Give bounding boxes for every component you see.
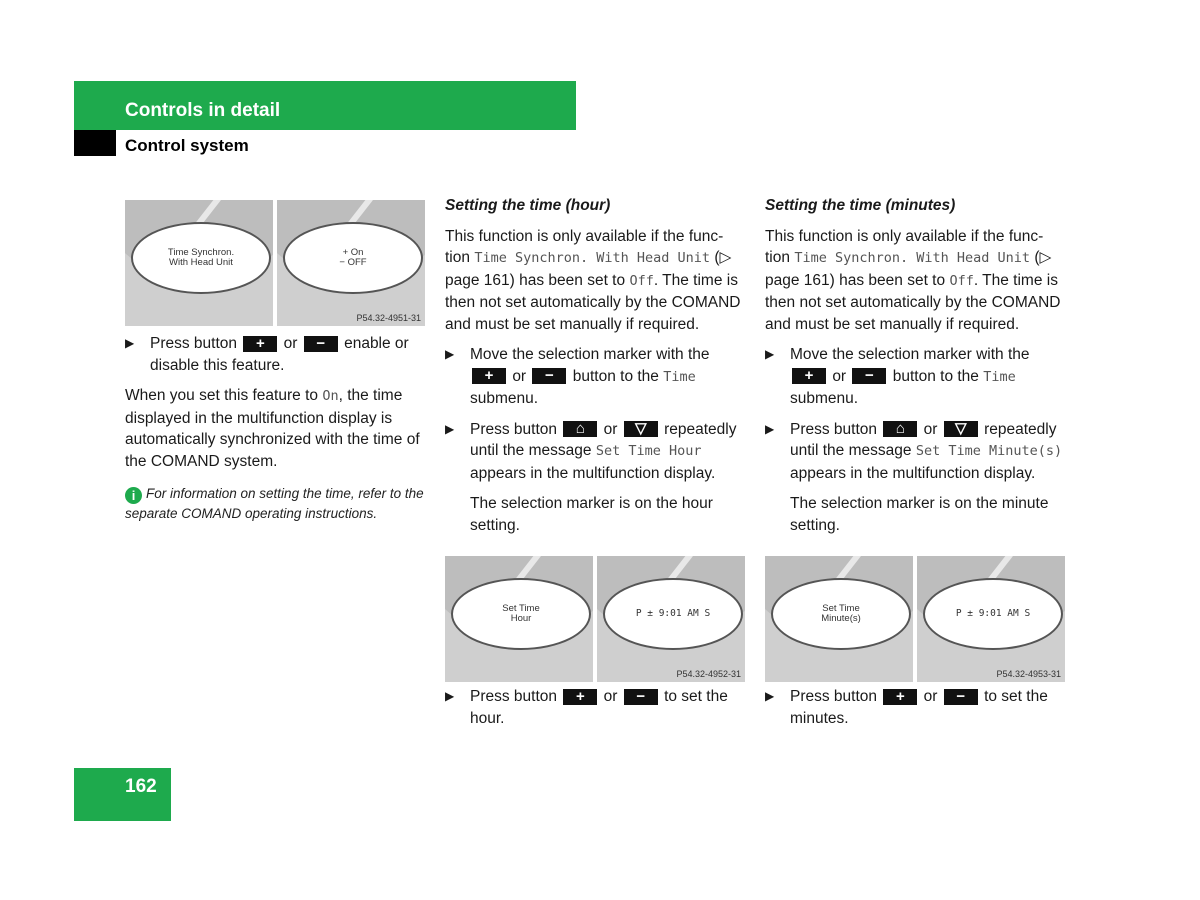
step-item: ▶ Press button ⌂ or ▽ repeatedly until the message Set Time Minute(s) appears in the multifunction display. (765, 420, 1063, 482)
up-button-icon: ⌂ (883, 421, 917, 437)
column-2-footer (445, 686, 745, 738)
plus-button-icon: + (243, 336, 277, 352)
down-button-icon: ▽ (944, 421, 978, 437)
bullet-arrow-icon: ▶ (765, 689, 775, 703)
step-item: ▶ Press button + or − enable or disable this feature. (125, 334, 409, 374)
step-item: ▶ Press button ⌂ or ▽ repeatedly until the message Set Time Hour appears in the multifunction display. (445, 420, 737, 482)
figure-set-time-hour (445, 556, 745, 682)
minus-button-icon: − (304, 336, 338, 352)
display-text: Set Time Minute(s) (771, 578, 911, 650)
minus-button-icon: − (624, 689, 658, 705)
section-title: Control system (125, 136, 249, 155)
display-panel-right (597, 556, 745, 682)
column-1 (125, 333, 425, 532)
display-panel-left (125, 200, 273, 326)
bullet-arrow-icon: ▶ (125, 336, 135, 350)
intro-paragraph: This function is only available if the func-tion Time Synchron. With Head Unit (▷ page 161) has been set to Off. The time is then not set automatically by the COMAND and must be set manually if required. (445, 227, 741, 333)
step-item: ▶ Move the selection marker with the + or − button to the Time submenu. (445, 346, 710, 407)
display-panel-left (445, 556, 593, 682)
display-panel-right (277, 200, 425, 326)
plus-button-icon: + (792, 368, 826, 384)
display-text: P ± 9:01 AM S (923, 578, 1063, 650)
down-button-icon: ▽ (624, 421, 658, 437)
page-number: 162 (125, 776, 157, 797)
subheading: Setting the time (hour) (445, 197, 611, 214)
column-3 (765, 195, 1065, 545)
display-text: + On − OFF (283, 222, 423, 294)
figure-time-synchron (125, 200, 425, 326)
display-text: P ± 9:01 AM S (603, 578, 743, 650)
minus-button-icon: − (944, 689, 978, 705)
bullet-arrow-icon: ▶ (765, 347, 775, 361)
figure-code: P54.32-4952-31 (676, 669, 741, 679)
step-item: ▶ Press button + or − to set the minutes. (765, 687, 1048, 727)
plus-button-icon: + (472, 368, 506, 384)
display-panel-left (765, 556, 913, 682)
plus-button-icon: + (563, 689, 597, 705)
info-note: i For information on setting the time, refer to the separate COMAND operating instructions. (125, 486, 424, 521)
intro-paragraph: This function is only available if the func-tion Time Synchron. With Head Unit (▷ page 161) has been set to Off. The time is then not set automatically by the COMAND and must be set manually if required. (765, 227, 1061, 333)
figure-set-time-minutes (765, 556, 1065, 682)
paragraph: When you set this feature to On, the time displayed in the multifunction display is automatically synchronized with the time of the COMAND system. (125, 387, 420, 470)
up-button-icon: ⌂ (563, 421, 597, 437)
minus-button-icon: − (852, 368, 886, 384)
info-icon: i (125, 487, 142, 504)
bullet-arrow-icon: ▶ (445, 421, 455, 436)
figure-code: P54.32-4951-31 (356, 313, 421, 323)
subheading: Setting the time (minutes) (765, 197, 956, 214)
display-text: Set Time Hour (451, 578, 591, 650)
chapter-title: Controls in detail (125, 100, 281, 121)
column-2 (445, 195, 745, 545)
bullet-arrow-icon: ▶ (445, 347, 455, 361)
step-item: ▶ Move the selection marker with the + or − button to the Time submenu. (765, 346, 1030, 407)
display-panel-right (917, 556, 1065, 682)
minus-button-icon: − (532, 368, 566, 384)
step-item: ▶ Press button + or − to set the hour. (445, 687, 728, 727)
section-marker (74, 130, 116, 156)
marker-note: The selection marker is on the minute setting. (790, 495, 1049, 534)
bullet-arrow-icon: ▶ (765, 421, 775, 436)
figure-code: P54.32-4953-31 (996, 669, 1061, 679)
plus-button-icon: + (883, 689, 917, 705)
display-text: Time Synchron. With Head Unit (131, 222, 271, 294)
bullet-arrow-icon: ▶ (445, 689, 455, 703)
marker-note: The selection marker is on the hour setting. (470, 495, 713, 534)
column-3-footer (765, 686, 1065, 738)
